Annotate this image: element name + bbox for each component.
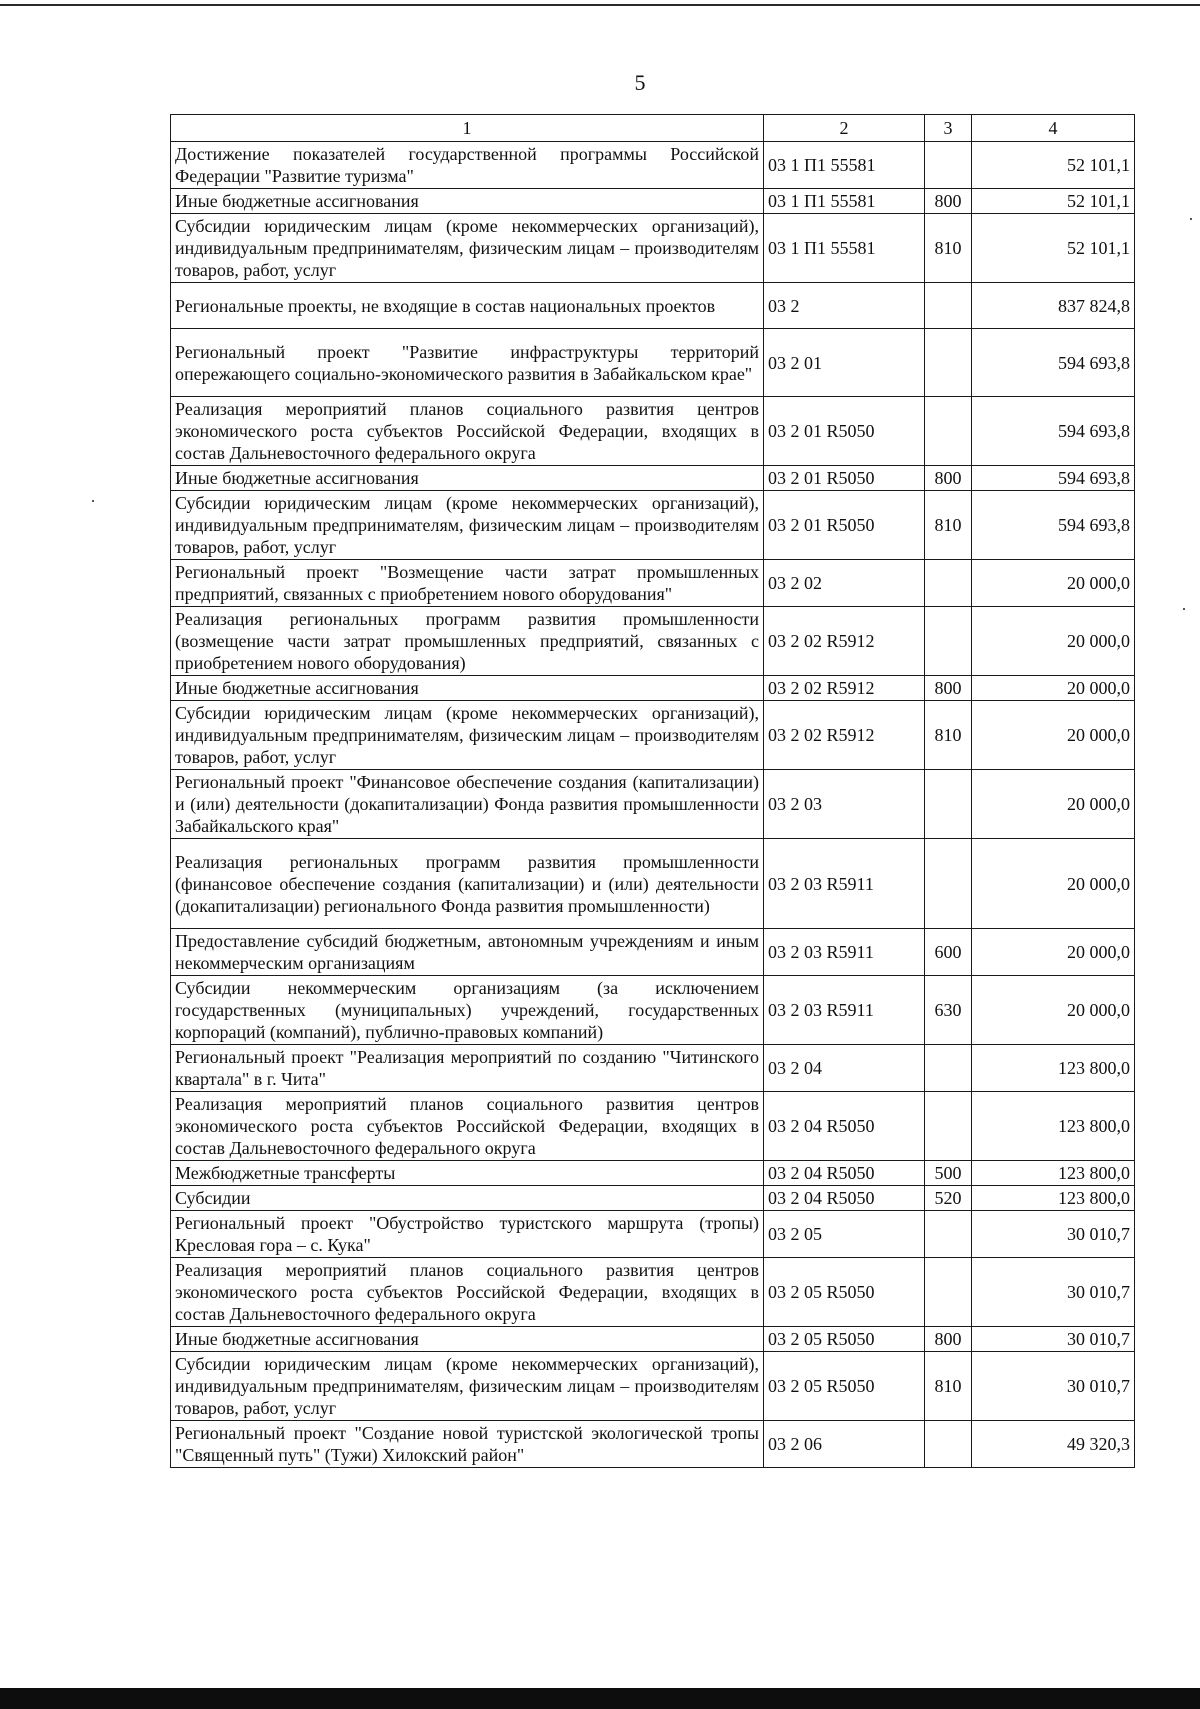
row-type-cell xyxy=(925,329,972,397)
table-header-row xyxy=(171,115,1135,142)
table-row xyxy=(171,214,1135,283)
row-code-cell: 03 2 01 xyxy=(764,329,925,397)
row-type-cell xyxy=(925,1211,972,1258)
row-amount-cell: 123 800,0 xyxy=(972,1092,1135,1161)
budget-table xyxy=(170,114,1135,1468)
row-name-cell: Субсидии юридическим лицам (кроме некоммерческих организаций), индивидуальным предпринимателям, физическим лицам – производителям товаров, работ, услуг xyxy=(171,701,764,770)
row-type-cell: 600 xyxy=(925,929,972,976)
row-code-cell: 03 2 02 xyxy=(764,560,925,607)
row-amount-cell: 123 800,0 xyxy=(972,1161,1135,1186)
row-code-cell: 03 2 02 R5912 xyxy=(764,701,925,770)
column-header-2: 2 xyxy=(764,115,925,142)
column-header-1: 1 xyxy=(171,115,764,142)
table-row xyxy=(171,1161,1135,1186)
row-name-cell: Реализация мероприятий планов социального развития центров экономического роста субъектов Российской Федерации, входящих в состав Дальневосточного федерального округа xyxy=(171,1092,764,1161)
table-row xyxy=(171,491,1135,560)
row-amount-cell: 52 101,1 xyxy=(972,214,1135,283)
row-name-cell: Иные бюджетные ассигнования xyxy=(171,466,764,491)
row-amount-cell: 837 824,8 xyxy=(972,283,1135,329)
row-amount-cell: 20 000,0 xyxy=(972,701,1135,770)
row-amount-cell: 594 693,8 xyxy=(972,466,1135,491)
scan-speck xyxy=(1190,218,1192,220)
row-code-cell: 03 1 П1 55581 xyxy=(764,142,925,189)
row-amount-cell: 20 000,0 xyxy=(972,976,1135,1045)
table-row xyxy=(171,1352,1135,1421)
row-name-cell: Региональный проект "Развитие инфраструктуры территорий опережающего социально-экономического развития в Забайкальском крае" xyxy=(171,329,764,397)
row-type-cell xyxy=(925,607,972,676)
table-row xyxy=(171,839,1135,929)
row-amount-cell: 30 010,7 xyxy=(972,1211,1135,1258)
row-code-cell: 03 2 05 R5050 xyxy=(764,1258,925,1327)
row-code-cell: 03 2 01 R5050 xyxy=(764,397,925,466)
row-amount-cell: 52 101,1 xyxy=(972,142,1135,189)
row-amount-cell: 49 320,3 xyxy=(972,1421,1135,1468)
row-code-cell: 03 2 06 xyxy=(764,1421,925,1468)
row-amount-cell: 30 010,7 xyxy=(972,1258,1135,1327)
row-name-cell: Региональный проект "Обустройство туристского маршрута (тропы) Кресловая гора – с. Кука" xyxy=(171,1211,764,1258)
row-type-cell xyxy=(925,560,972,607)
row-code-cell: 03 1 П1 55581 xyxy=(764,189,925,214)
row-code-cell: 03 2 01 R5050 xyxy=(764,491,925,560)
row-code-cell: 03 2 03 xyxy=(764,770,925,839)
row-code-cell: 03 2 04 R5050 xyxy=(764,1161,925,1186)
row-amount-cell: 20 000,0 xyxy=(972,839,1135,929)
table-row xyxy=(171,676,1135,701)
row-code-cell: 03 2 05 R5050 xyxy=(764,1352,925,1421)
row-name-cell: Субсидии юридическим лицам (кроме некоммерческих организаций), индивидуальным предпринимателям, физическим лицам – производителям товаров, работ, услуг xyxy=(171,491,764,560)
row-name-cell: Реализация региональных программ развития промышленности (возмещение части затрат промышленных предприятий, связанных с приобретением нового оборудования) xyxy=(171,607,764,676)
row-amount-cell: 594 693,8 xyxy=(972,397,1135,466)
row-code-cell: 03 2 03 R5911 xyxy=(764,929,925,976)
row-name-cell: Субсидии юридическим лицам (кроме некоммерческих организаций), индивидуальным предпринимателям, физическим лицам – производителям товаров, работ, услуг xyxy=(171,1352,764,1421)
table-body xyxy=(171,142,1135,1468)
scan-speck xyxy=(92,500,94,502)
row-code-cell: 03 2 02 R5912 xyxy=(764,676,925,701)
row-type-cell: 800 xyxy=(925,1327,972,1352)
row-name-cell: Иные бюджетные ассигнования xyxy=(171,1327,764,1352)
page-number: 5 xyxy=(634,70,646,95)
row-code-cell: 03 2 02 R5912 xyxy=(764,607,925,676)
row-type-cell: 800 xyxy=(925,676,972,701)
column-header-4: 4 xyxy=(972,115,1135,142)
row-code-cell: 03 2 xyxy=(764,283,925,329)
row-type-cell: 630 xyxy=(925,976,972,1045)
row-amount-cell: 52 101,1 xyxy=(972,189,1135,214)
row-name-cell: Иные бюджетные ассигнования xyxy=(171,189,764,214)
row-type-cell xyxy=(925,142,972,189)
row-amount-cell: 30 010,7 xyxy=(972,1352,1135,1421)
row-name-cell: Региональный проект "Финансовое обеспечение создания (капитализации) и (или) деятельности (докапитализации) Фонда развития промышленности Забайкальского края" xyxy=(171,770,764,839)
table-row xyxy=(171,1186,1135,1211)
row-amount-cell: 594 693,8 xyxy=(972,491,1135,560)
table-row xyxy=(171,1421,1135,1468)
table-row xyxy=(171,976,1135,1045)
row-type-cell xyxy=(925,770,972,839)
table-row xyxy=(171,1045,1135,1092)
table-row xyxy=(171,397,1135,466)
row-amount-cell: 123 800,0 xyxy=(972,1186,1135,1211)
table-row xyxy=(171,329,1135,397)
row-type-cell: 500 xyxy=(925,1161,972,1186)
row-code-cell: 03 2 04 R5050 xyxy=(764,1186,925,1211)
table-row xyxy=(171,283,1135,329)
table-row xyxy=(171,1258,1135,1327)
row-type-cell: 520 xyxy=(925,1186,972,1211)
row-type-cell xyxy=(925,1258,972,1327)
table-row xyxy=(171,607,1135,676)
row-type-cell xyxy=(925,1092,972,1161)
table-row xyxy=(171,1327,1135,1352)
scan-speck xyxy=(1183,608,1185,610)
row-amount-cell: 20 000,0 xyxy=(972,560,1135,607)
row-type-cell xyxy=(925,1421,972,1468)
scan-top-rule xyxy=(0,4,1200,6)
row-code-cell: 03 2 03 R5911 xyxy=(764,839,925,929)
row-amount-cell: 30 010,7 xyxy=(972,1327,1135,1352)
row-type-cell xyxy=(925,397,972,466)
row-code-cell: 03 1 П1 55581 xyxy=(764,214,925,283)
row-type-cell xyxy=(925,1045,972,1092)
row-type-cell: 810 xyxy=(925,701,972,770)
row-name-cell: Региональный проект "Создание новой туристской экологической тропы "Священный путь" (Тужи) Хилокский район" xyxy=(171,1421,764,1468)
row-amount-cell: 20 000,0 xyxy=(972,607,1135,676)
row-type-cell: 800 xyxy=(925,189,972,214)
scan-bottom-edge xyxy=(0,1688,1200,1709)
row-name-cell: Реализация региональных программ развития промышленности (финансовое обеспечение создания (капитализации) и (или) деятельности (докапитализации) регионального Фонда развития промышленности) xyxy=(171,839,764,929)
row-code-cell: 03 2 05 xyxy=(764,1211,925,1258)
row-amount-cell: 20 000,0 xyxy=(972,770,1135,839)
row-type-cell: 810 xyxy=(925,491,972,560)
row-type-cell: 810 xyxy=(925,214,972,283)
table-row xyxy=(171,770,1135,839)
row-amount-cell: 20 000,0 xyxy=(972,676,1135,701)
row-type-cell: 810 xyxy=(925,1352,972,1421)
row-name-cell: Региональные проекты, не входящие в состав национальных проектов xyxy=(171,283,764,329)
row-name-cell: Иные бюджетные ассигнования xyxy=(171,676,764,701)
row-amount-cell: 123 800,0 xyxy=(972,1045,1135,1092)
table-row xyxy=(171,929,1135,976)
row-amount-cell: 594 693,8 xyxy=(972,329,1135,397)
row-type-cell xyxy=(925,283,972,329)
row-name-cell: Региональный проект "Возмещение части затрат промышленных предприятий, связанных с приобретением нового оборудования" xyxy=(171,560,764,607)
row-amount-cell: 20 000,0 xyxy=(972,929,1135,976)
table-row xyxy=(171,142,1135,189)
row-code-cell: 03 2 04 R5050 xyxy=(764,1092,925,1161)
row-type-cell xyxy=(925,839,972,929)
row-name-cell: Межбюджетные трансферты xyxy=(171,1161,764,1186)
row-name-cell: Субсидии юридическим лицам (кроме некоммерческих организаций), индивидуальным предпринимателям, физическим лицам – производителям товаров, работ, услуг xyxy=(171,214,764,283)
row-code-cell: 03 2 04 xyxy=(764,1045,925,1092)
row-name-cell: Реализация мероприятий планов социального развития центров экономического роста субъектов Российской Федерации, входящих в состав Дальневосточного федерального округа xyxy=(171,397,764,466)
row-name-cell: Региональный проект "Реализация мероприятий по созданию "Читинского квартала" в г. Чита" xyxy=(171,1045,764,1092)
column-header-3: 3 xyxy=(925,115,972,142)
table-row xyxy=(171,560,1135,607)
row-name-cell: Субсидии некоммерческим организациям (за исключением государственных (муниципальных) учреждений, государственных корпораций (компаний), публично-правовых компаний) xyxy=(171,976,764,1045)
row-name-cell: Достижение показателей государственной программы Российской Федерации "Развитие туризма" xyxy=(171,142,764,189)
table-row xyxy=(171,701,1135,770)
row-name-cell: Реализация мероприятий планов социального развития центров экономического роста субъектов Российской Федерации, входящих в состав Дальневосточного федерального округа xyxy=(171,1258,764,1327)
row-type-cell: 800 xyxy=(925,466,972,491)
row-name-cell: Предоставление субсидий бюджетным, автономным учреждениям и иным некоммерческим организациям xyxy=(171,929,764,976)
table-row xyxy=(171,466,1135,491)
table-row xyxy=(171,1211,1135,1258)
row-code-cell: 03 2 05 R5050 xyxy=(764,1327,925,1352)
row-name-cell: Субсидии xyxy=(171,1186,764,1211)
row-code-cell: 03 2 01 R5050 xyxy=(764,466,925,491)
table-row xyxy=(171,1092,1135,1161)
row-code-cell: 03 2 03 R5911 xyxy=(764,976,925,1045)
table-row xyxy=(171,189,1135,214)
